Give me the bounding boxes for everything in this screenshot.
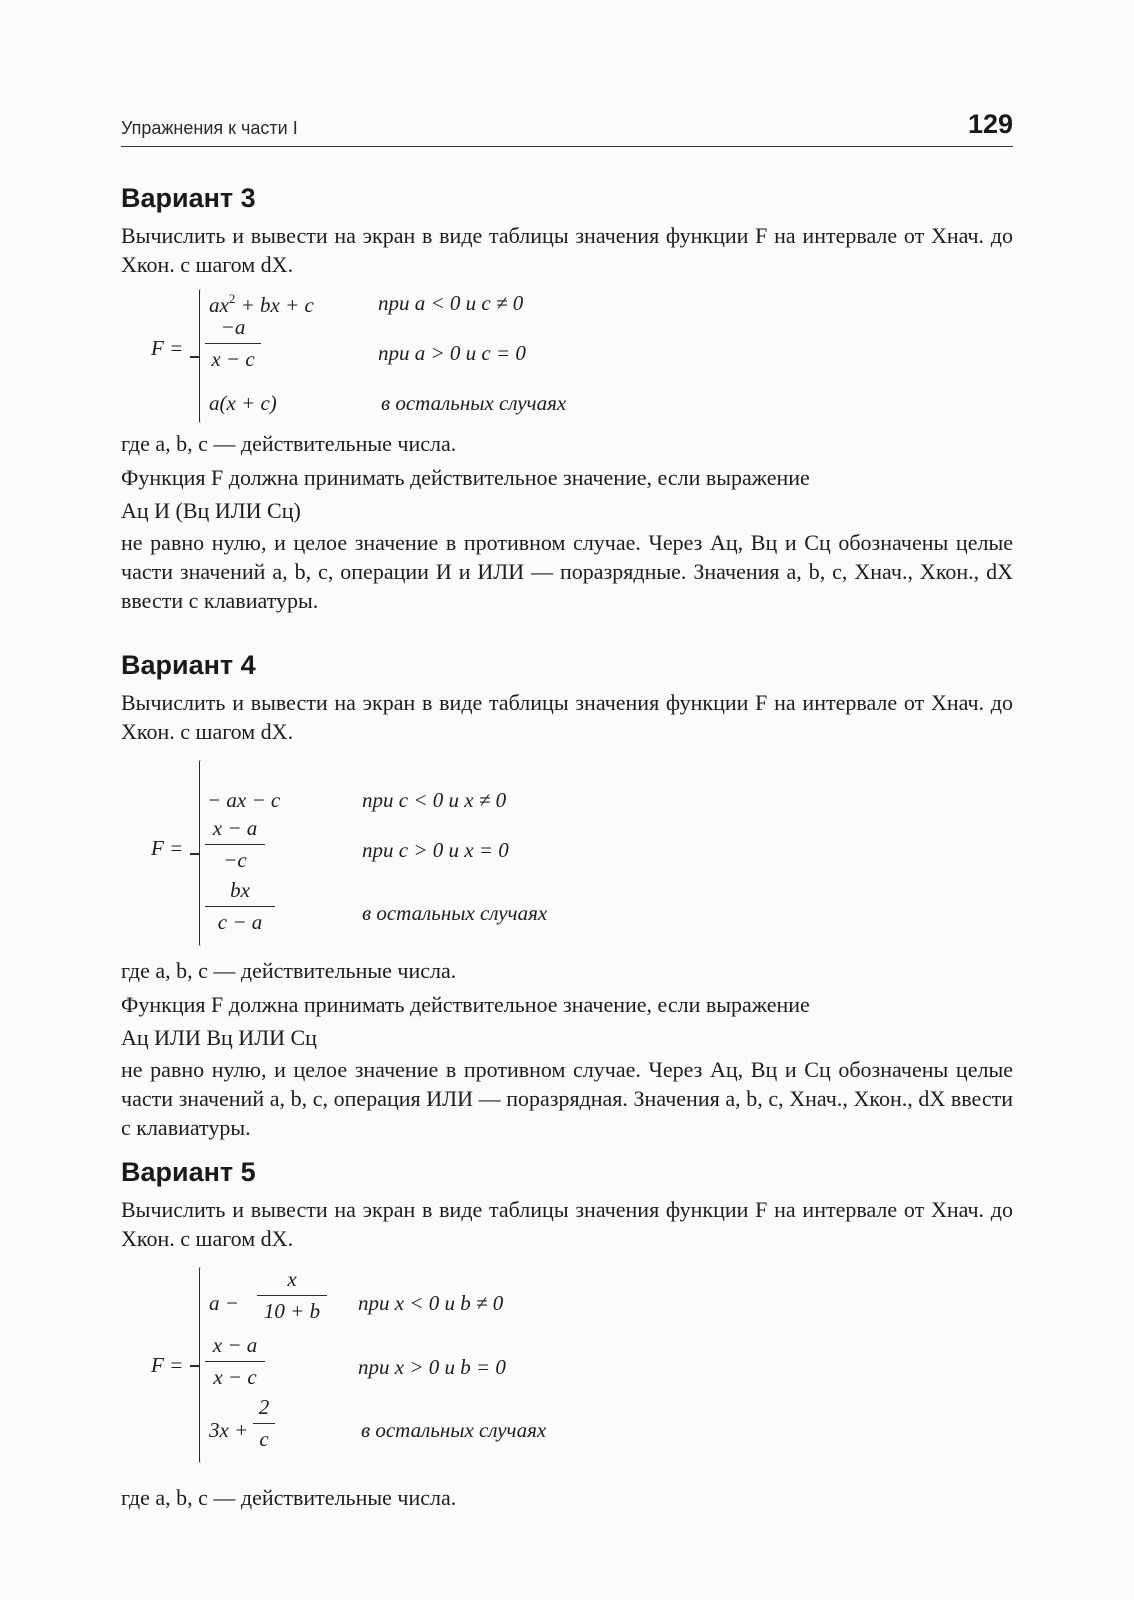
variant-4-note: не равно нулю, и целое значение в противном случае. Через Ац, Вц и Сц обозначены целые части значений a, b, c, операция ИЛИ — поразрядная. Значения a, b, c, Xнач., Xкон., dX ввести с клавиатуры. <box>121 1057 1013 1140</box>
formula-lhs: F = <box>151 336 184 360</box>
variant-3-function-text: Функция F должна принимать действительное значение, если выражение <box>121 465 810 490</box>
case-1-numerator: x <box>257 1267 327 1296</box>
case-3-condition: в остальных случаях <box>361 1418 547 1442</box>
case-2-denominator: −c <box>223 848 247 872</box>
variant-4-where: где a, b, c — действительные числа. <box>121 958 457 983</box>
case-1-denominator: 10 + b <box>263 1299 321 1323</box>
case-3-condition: в остальных случаях <box>381 391 567 415</box>
case-2-numerator: x − a <box>205 816 265 845</box>
case-1-expression: − ax − c <box>207 788 281 812</box>
case-3-denominator: c − a <box>217 910 263 934</box>
variant-3-task: Вычислить и вывести на экран в виде таблицы значения функции F на интервале от Xнач. до Xкон. с шагом dX. <box>121 223 1013 277</box>
variant-4-expression: Ац ИЛИ Вц ИЛИ Сц <box>121 1025 317 1050</box>
case-2-fraction <box>205 816 265 873</box>
case-2-condition: при c > 0 и x = 0 <box>362 838 509 862</box>
variant-3-formula <box>121 279 1013 429</box>
variant-5-section <box>121 1157 1013 1512</box>
case-1-condition: при x < 0 и b ≠ 0 <box>358 1291 504 1315</box>
case-2-condition: при x > 0 и b = 0 <box>358 1355 506 1379</box>
variant-3-expression: Ац И (Вц ИЛИ Сц) <box>121 498 301 523</box>
case-1-expression: $ax^2$ + bx + c <box>209 291 314 317</box>
variant-4-title: Вариант 4 <box>121 650 256 680</box>
case-3-fraction <box>205 878 275 935</box>
case-3-expression: a(x + c) <box>209 391 277 415</box>
variant-4-formula <box>121 746 1013 956</box>
variant-3-note: не равно нулю, и целое значение в противном случае. Через Ац, Вц и Сц обозначены целые части значений a, b, c, операции И и ИЛИ — поразрядные. Значения a, b, c, Xнач., Xкон., dX ввести с клавиатуры. <box>121 530 1013 613</box>
running-title: Упражнения к части I <box>121 118 298 138</box>
running-header <box>121 106 1013 147</box>
variant-3-where: где a, b, c — действительные числа. <box>121 431 457 456</box>
case-1-condition: при c < 0 и x ≠ 0 <box>362 788 507 812</box>
case-2-condition: при a > 0 и c = 0 <box>378 341 526 365</box>
variant-5-formula <box>121 1253 1013 1483</box>
variant-4-function-text: Функция F должна принимать действительное значение, если выражение <box>121 992 810 1017</box>
variant-5-where: где a, b, c — действительные числа. <box>121 1485 457 1510</box>
case-1-prefix: a − <box>209 1291 239 1315</box>
formula-lhs: F = <box>151 836 184 860</box>
case-2-numerator: x − a <box>205 1333 265 1362</box>
case-3-condition: в остальных случаях <box>362 901 548 925</box>
case-2-numerator: −a <box>205 315 261 344</box>
formula-lhs: F = <box>151 1353 184 1377</box>
case-1-fraction <box>257 1267 327 1324</box>
case-3-prefix: 3x + <box>209 1418 249 1442</box>
page-number: 129 <box>967 109 1013 139</box>
variant-3-title: Вариант 3 <box>121 183 256 213</box>
case-2-fraction <box>205 315 261 372</box>
case-2-fraction <box>205 1333 265 1390</box>
variant-4-section <box>121 650 1013 1142</box>
variant-4-task: Вычислить и вывести на экран в виде таблицы значения функции F на интервале от Xнач. до Xкон. с шагом dX. <box>121 690 1013 744</box>
case-2-denominator: x − c <box>213 1365 257 1389</box>
variant-5-title: Вариант 5 <box>121 1157 256 1187</box>
case-3-fraction <box>253 1395 275 1452</box>
variant-5-task: Вычислить и вывести на экран в виде таблицы значения функции F на интервале от Xнач. до Xкон. с шагом dX. <box>121 1197 1013 1251</box>
case-2-denominator: x − c <box>211 347 255 371</box>
case-3-numerator: 2 <box>253 1395 275 1424</box>
case-3-denominator: c <box>259 1427 269 1451</box>
case-3-numerator: bx <box>205 878 275 907</box>
variant-3-section <box>121 183 1013 615</box>
case-1-condition: при a < 0 и c ≠ 0 <box>378 291 524 315</box>
